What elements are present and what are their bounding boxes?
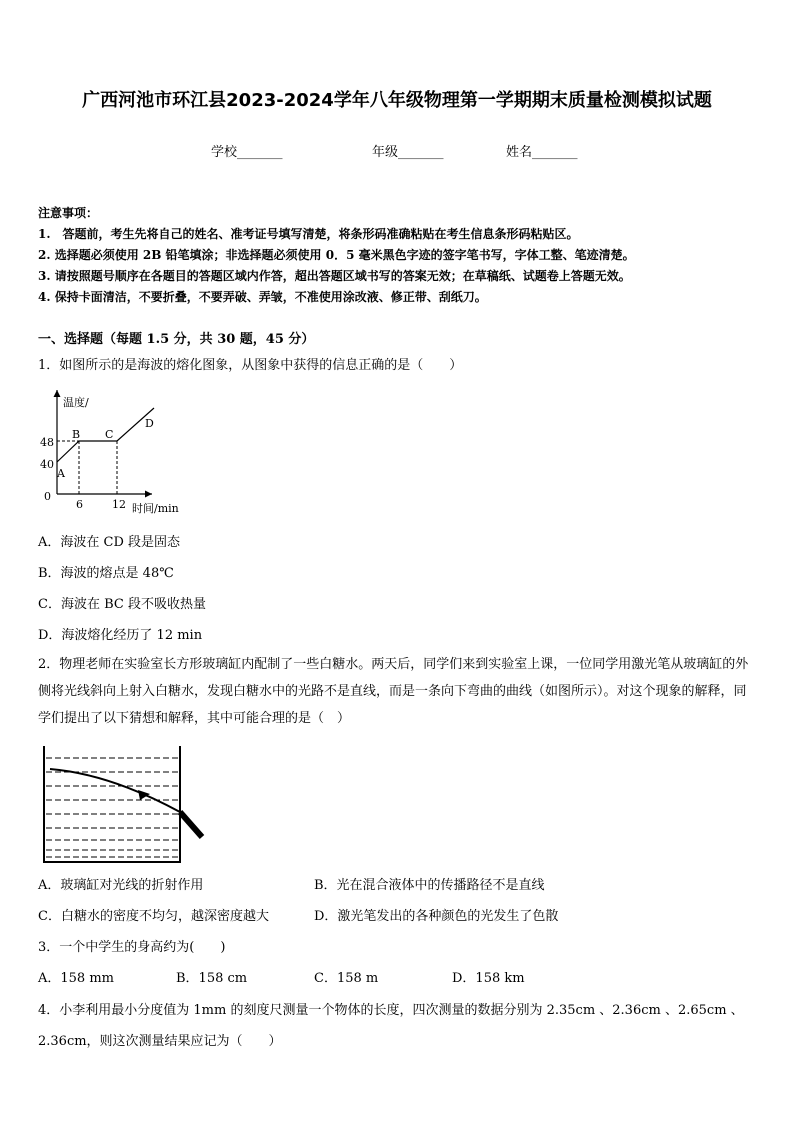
name-field[interactable]: 姓名_______ <box>506 145 578 160</box>
grade-field[interactable]: 年级_______ <box>372 145 444 160</box>
q1-option-d[interactable]: D．海波熔化经历了 12 min <box>38 628 203 643</box>
note-item: 4. 保持卡面清洁，不要折叠，不要弄破、弄皱，不准使用涂改液、修正带、刮纸刀。 <box>38 290 487 304</box>
point-b: B <box>72 428 81 441</box>
tick-origin: 0 <box>44 490 51 503</box>
question-3-stem: 3．一个中学生的身高约为( ) <box>38 940 226 955</box>
melting-graph <box>30 384 200 520</box>
school-field[interactable]: 学校_______ <box>211 145 283 160</box>
q1-option-a[interactable]: A．海波在 CD 段是固态 <box>38 535 181 550</box>
tick-6: 6 <box>76 498 83 511</box>
q1-option-c[interactable]: C．海波在 BC 段不吸收热量 <box>38 597 206 612</box>
point-c: C <box>105 428 114 441</box>
question-4-stem-continued: 2.36cm，则这次测量结果应记为（ ） <box>38 1034 282 1049</box>
point-a: A <box>57 467 65 480</box>
tick-48: 48 <box>40 436 54 449</box>
notes-section <box>38 203 635 308</box>
q2-option-a[interactable]: A．玻璃缸对光线的折射作用 <box>38 878 204 893</box>
q2-option-b[interactable]: B．光在混合液体中的传播路径不是直线 <box>314 878 545 893</box>
question-4-stem: 4．小李利用最小分度值为 1mm 的刻度尺测量一个物体的长度，四次测量的数据分别为 2.35cm 、2.36cm 、2.65cm 、 <box>38 1003 744 1018</box>
arrow-icon <box>138 790 150 800</box>
q3-option-b[interactable]: B．158 cm <box>176 971 248 986</box>
light-path <box>50 769 180 812</box>
q3-option-a[interactable]: A．158 mm <box>38 971 114 986</box>
x-axis-label: 时间/min <box>132 502 179 515</box>
page-title: 广西河池市环江县2023-2024学年八年级物理第一学期期末质量检测模拟试题 <box>82 90 712 111</box>
glass-tank-figure <box>40 744 212 866</box>
section-heading: 一、选择题（每题 1.5 分，共 30 题，45 分） <box>38 332 315 347</box>
q1-option-b[interactable]: B．海波的熔点是 48℃ <box>38 566 174 581</box>
tick-12: 12 <box>112 498 126 511</box>
y-axis-label: 温度/ <box>63 396 89 409</box>
q2-option-d[interactable]: D．激光笔发出的各种颜色的光发生了色散 <box>314 909 559 924</box>
question-1-stem: 1．如图所示的是海波的熔化图象，从图象中获得的信息正确的是（ ） <box>38 358 463 373</box>
note-item: 3. 请按照题号顺序在各题目的答题区域内作答，超出答题区域书写的答案无效；在草稿纸、试题卷上答题无效。 <box>38 269 631 283</box>
point-d: D <box>145 417 154 430</box>
tick-40: 40 <box>40 458 54 471</box>
q3-option-c[interactable]: C．158 m <box>314 971 379 986</box>
q3-option-d[interactable]: D．158 km <box>452 971 525 986</box>
q2-option-c[interactable]: C．白糖水的密度不均匀，越深密度越大 <box>38 909 269 924</box>
notes-heading: 注意事项： <box>38 206 99 220</box>
note-item: 1. 答题前，考生先将自己的姓名、准考证号填写清楚，将条形码准确粘贴在考生信息条形码粘贴区。 <box>38 227 579 241</box>
question-2-stem: 2．物理老师在实验室长方形玻璃缸内配制了一些白糖水。两天后，同学们来到实验室上课，一位同学用激光笔从玻璃缸的外侧将光线斜向上射入白糖水，发现白糖水中的光路不是直线，而是一条向下弯曲的曲线（如图所示）。对这个现象的解释，同学们提出了以下猜想和解释，其中可能合理的是（ ） <box>38 657 749 726</box>
laser-pointer-icon <box>180 812 202 837</box>
note-item: 2. 选择题必须使用 2B 铅笔填涂；非选择题必须使用 0．5 毫米黑色字迹的签字笔书写，字体工整、笔迹清楚。 <box>38 248 635 262</box>
